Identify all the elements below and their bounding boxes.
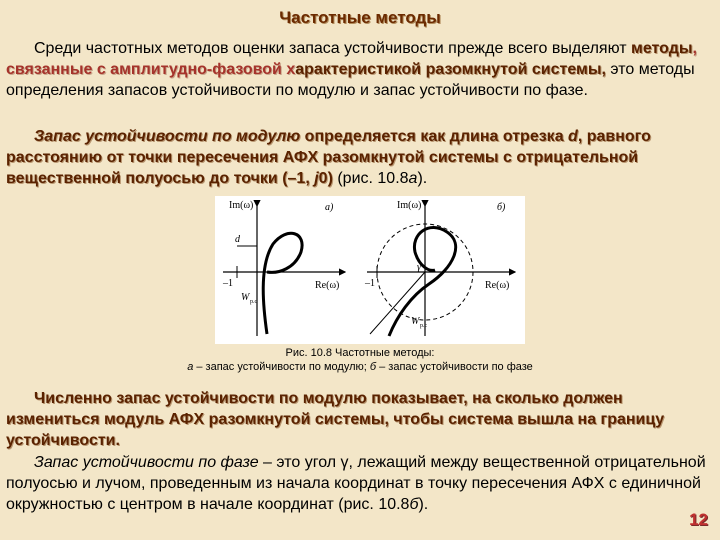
- panel-a-re-label: Re(ω): [315, 280, 340, 291]
- intro-text-1: Среди частотных методов оценки запаса устойчивости прежде всего выделяют: [34, 40, 627, 57]
- gain-margin-def-1: определяется как длина отрезка: [300, 128, 569, 145]
- panel-a-afc-curve: [263, 233, 302, 334]
- gain-meaning-text: Численно запас устойчивости по модулю показывает, на сколько должен измениться модуль АФХ разомкнутой системы, чтобы система вышла на границу устойчивости.: [6, 390, 665, 449]
- panel-b-im-label: Im(ω): [397, 200, 422, 211]
- panel-a: [222, 200, 345, 336]
- panel-a-label: а): [325, 202, 334, 213]
- panel-b-gamma: γ: [417, 262, 421, 273]
- gain-margin-ref-a: а: [408, 170, 418, 187]
- caption-b-letter: б: [369, 361, 377, 373]
- phase-margin-ref-end: ).: [418, 496, 429, 513]
- page-number: 12: [689, 510, 708, 529]
- gain-margin-j: j: [314, 170, 319, 187]
- phase-margin-ref-b: б: [409, 496, 419, 513]
- panel-b-label: б): [497, 202, 506, 213]
- paragraph-phase-margin: [6, 452, 710, 515]
- panel-b-re-label: Re(ω): [485, 280, 510, 291]
- panel-a-im-label: Im(ω): [229, 200, 254, 211]
- paragraph-intro: [6, 38, 710, 101]
- paragraph-gain-margin: [6, 126, 710, 189]
- panel-a-w-label: W: [241, 292, 250, 303]
- gain-margin-term: Запас устойчивости по модулю: [34, 128, 301, 145]
- nyquist-figure: [215, 196, 525, 344]
- figure-caption-legend: [0, 360, 720, 374]
- paragraph-gain-meaning: [6, 388, 710, 451]
- intro-text-2: это методы определения запасов устойчивости по модулю и запас устойчивости по фазе.: [6, 61, 695, 99]
- phase-margin-term: Запас устойчивости по фазе: [34, 454, 259, 471]
- figure-10-8: [215, 196, 525, 344]
- caption-a-text: – запас устойчивости по модулю;: [193, 361, 370, 373]
- panel-b-w-sub: р.с: [420, 323, 428, 329]
- caption-a-letter: а: [187, 361, 194, 373]
- panel-a-minus-one: –1: [223, 278, 233, 289]
- gain-margin-ref-1: (рис. 10.8: [332, 170, 409, 187]
- intro-highlight-methods: методы: [631, 40, 693, 57]
- panel-a-d-label: d: [235, 234, 240, 245]
- phase-margin-def: – это угол γ, лежащий между вещественной отрицательной полуосью и лучом, проведенным из начала координат в точку пересечения АФХ с единичной окружностью с центром в начале координат (рис. 10.8: [6, 454, 706, 513]
- gain-margin-def-3: 0): [318, 170, 333, 187]
- gain-margin-d: d: [568, 128, 578, 145]
- gain-margin-ref-2: ).: [417, 170, 428, 187]
- panel-b: [364, 200, 515, 336]
- gain-margin-def-2: , равного расстоянию от точки пересечения АФХ разомкнутой системы с отрицательной вещественной полуосью до точки (–1,: [6, 128, 651, 187]
- panel-b-minus-one: –1: [365, 278, 375, 289]
- figure-caption-title: Рис. 10.8 Частотные методы:: [285, 347, 435, 359]
- intro-highlight-afc: арактеристикой разомкнутой системы,: [295, 61, 606, 78]
- panel-a-w-sub: р.с: [250, 299, 258, 305]
- slide-title: Частотные методы: [279, 8, 441, 27]
- caption-b-text: – запас устойчивости по фазе: [376, 361, 533, 373]
- intro-highlight-red: , связанные с амплитудно-фазовой х: [6, 40, 697, 78]
- panel-b-w-label: W: [411, 316, 420, 327]
